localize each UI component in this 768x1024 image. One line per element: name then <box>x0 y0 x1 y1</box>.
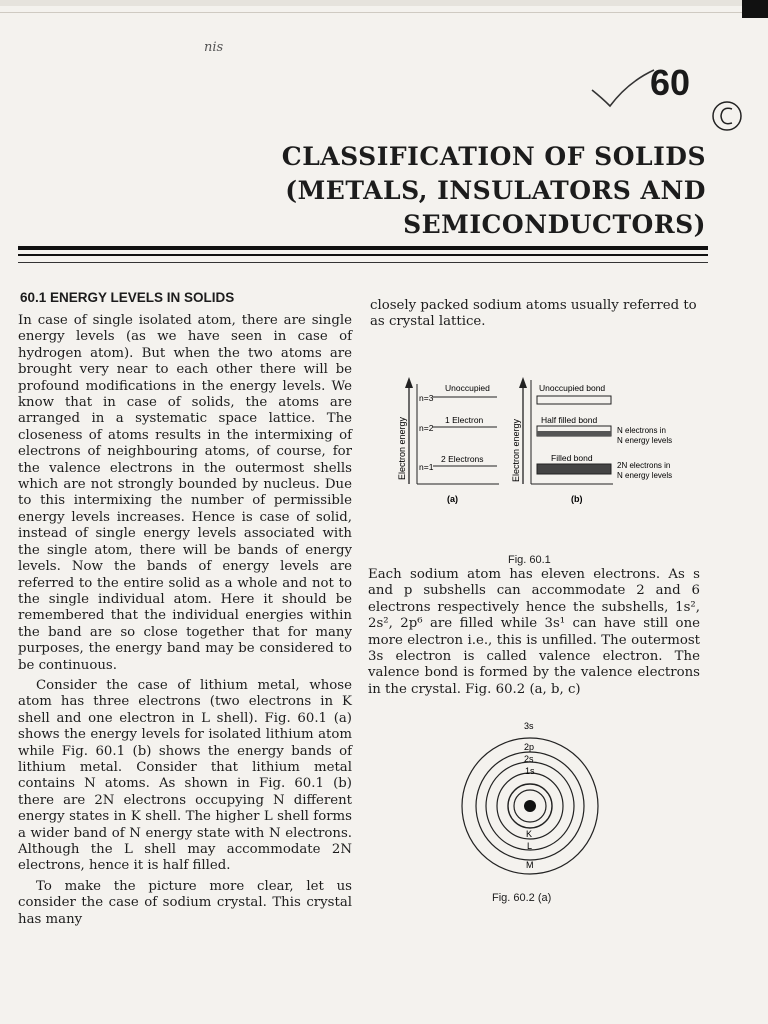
chapter-title-line: CLASSIFICATION OF SOLIDS <box>281 142 706 171</box>
band-note: N energy levels <box>617 436 673 445</box>
check-mark-icon <box>588 62 658 112</box>
paragraph: Each sodium atom has eleven electrons. As s and p subshells can accommodate 2 and 6 electrons respectively hence the subshells, 1s², 2s², 2p⁶ are filled while 3s¹ can have still one more electron i.e., this is unfilled. The outermost 3s electron is called valence electron. The valence bond is formed by the valence electrons in the crystal. Fig. 60.2 (a, b, c) <box>368 567 700 697</box>
band-note: N electrons in <box>617 426 666 435</box>
arrow-up-icon <box>519 377 527 388</box>
level-n: n=3 <box>419 393 434 403</box>
circled-c-mark-icon <box>708 96 748 136</box>
band-label: Half filled bond <box>541 415 598 425</box>
page-top-edge <box>0 0 768 6</box>
right-column <box>368 567 700 698</box>
shell-label: K <box>526 829 533 839</box>
level-n: n=1 <box>419 462 434 472</box>
shell-label: 3s <box>524 721 534 731</box>
chapter-title-line: (METALS, INSULATORS AND <box>285 176 706 205</box>
axis-label: Electron energy <box>397 416 407 480</box>
figure-60-1-a <box>397 377 499 504</box>
band-label: Filled bond <box>551 453 593 463</box>
figure-60-1-b <box>511 377 672 504</box>
figure-60-1-energy-diagram <box>395 372 705 512</box>
title-rule-thick <box>18 246 708 250</box>
energy-band-fill <box>537 431 611 436</box>
header-line <box>0 12 768 13</box>
chapter-title-line: SEMICONDUCTORS) <box>403 210 706 239</box>
sub-figure-label: (b) <box>571 494 583 504</box>
left-column <box>18 313 352 928</box>
band-note: 2N electrons in <box>617 461 671 470</box>
level-label: Unoccupied <box>445 383 490 393</box>
nucleus <box>524 800 536 812</box>
figure-60-2-shell-diagram <box>450 716 610 876</box>
shell-label: 2s <box>524 754 534 764</box>
band-note: N energy levels <box>617 471 673 480</box>
level-label: 1 Electron <box>445 415 484 425</box>
level-label: 2 Electrons <box>441 454 484 464</box>
chapter-number: 60 <box>650 62 691 103</box>
initials-mark: nis <box>204 40 224 55</box>
figure-60-1-caption: Fig. 60.1 <box>508 554 551 566</box>
paragraph: To make the picture more clear, let us consider the case of sodium crystal. This crystal has many <box>18 878 352 927</box>
arrow-up-icon <box>405 377 413 388</box>
energy-band <box>537 464 611 474</box>
sub-figure-label: (a) <box>447 494 458 504</box>
figure-60-2-caption: Fig. 60.2 (a) <box>492 892 552 904</box>
shell-label: L <box>527 841 533 851</box>
title-rule-thin <box>18 254 708 256</box>
paragraph: Consider the case of lithium metal, whose atom has three electrons (two electrons in K shell and one electron in L shell). Fig. 60.1 (a) shows the energy levels for isolated lithium atom while Fig. 60.1 (b) shows the energy bands of lithium metal. Consider that lithium metal contains N atoms. As shown in Fig. 60.1 (b) there are 2N electrons occupying N different energy states in K shell. The higher L shell forms a wider band of N energy state with N electrons. Although the L shell may accommodate 2N electrons, hence it is half filled. <box>18 677 352 874</box>
axis-label: Electron energy <box>511 418 521 482</box>
section-heading: 60.1 ENERGY LEVELS IN SOLIDS <box>20 290 235 305</box>
shell-label: 2p <box>524 742 535 752</box>
energy-band <box>537 396 611 404</box>
shell-label: 1s <box>525 766 535 776</box>
paragraph: In case of single isolated atom, there are single energy levels (as we have seen in case of hydrogen atom). But when the two atoms are brought very near to each other there will be profound modifications in the energy levels. We know that in case of solids, the atoms are arranged in a systematic space lattice. The closeness of atoms results in the intermixing of electrons of neighbouring atoms, of course, for the valence electrons in the outermost shells which are not strongly bounded by nucleus. Due to this intermixing the number of permissible energy levels increases. Hence is case of solid, instead of single energy levels associated with the single atom, there will be bands of energy levels. Now the bands of energy levels are referred to the entire solid as a whole and not to the single individual atom. Here it should be remembered that the individual energies within the band are so close together that for many purposes, the energy band may be considered to be continuous. <box>18 313 352 673</box>
scan-corner <box>742 0 768 18</box>
band-label: Unoccupied bond <box>539 383 606 393</box>
shell-label: M <box>526 860 534 870</box>
title-rule-hairline <box>18 262 708 263</box>
chapter-title <box>282 140 706 242</box>
right-column-top-text: closely packed sodium atoms usually referred to as crystal lattice. <box>370 298 697 330</box>
level-n: n=2 <box>419 423 434 433</box>
